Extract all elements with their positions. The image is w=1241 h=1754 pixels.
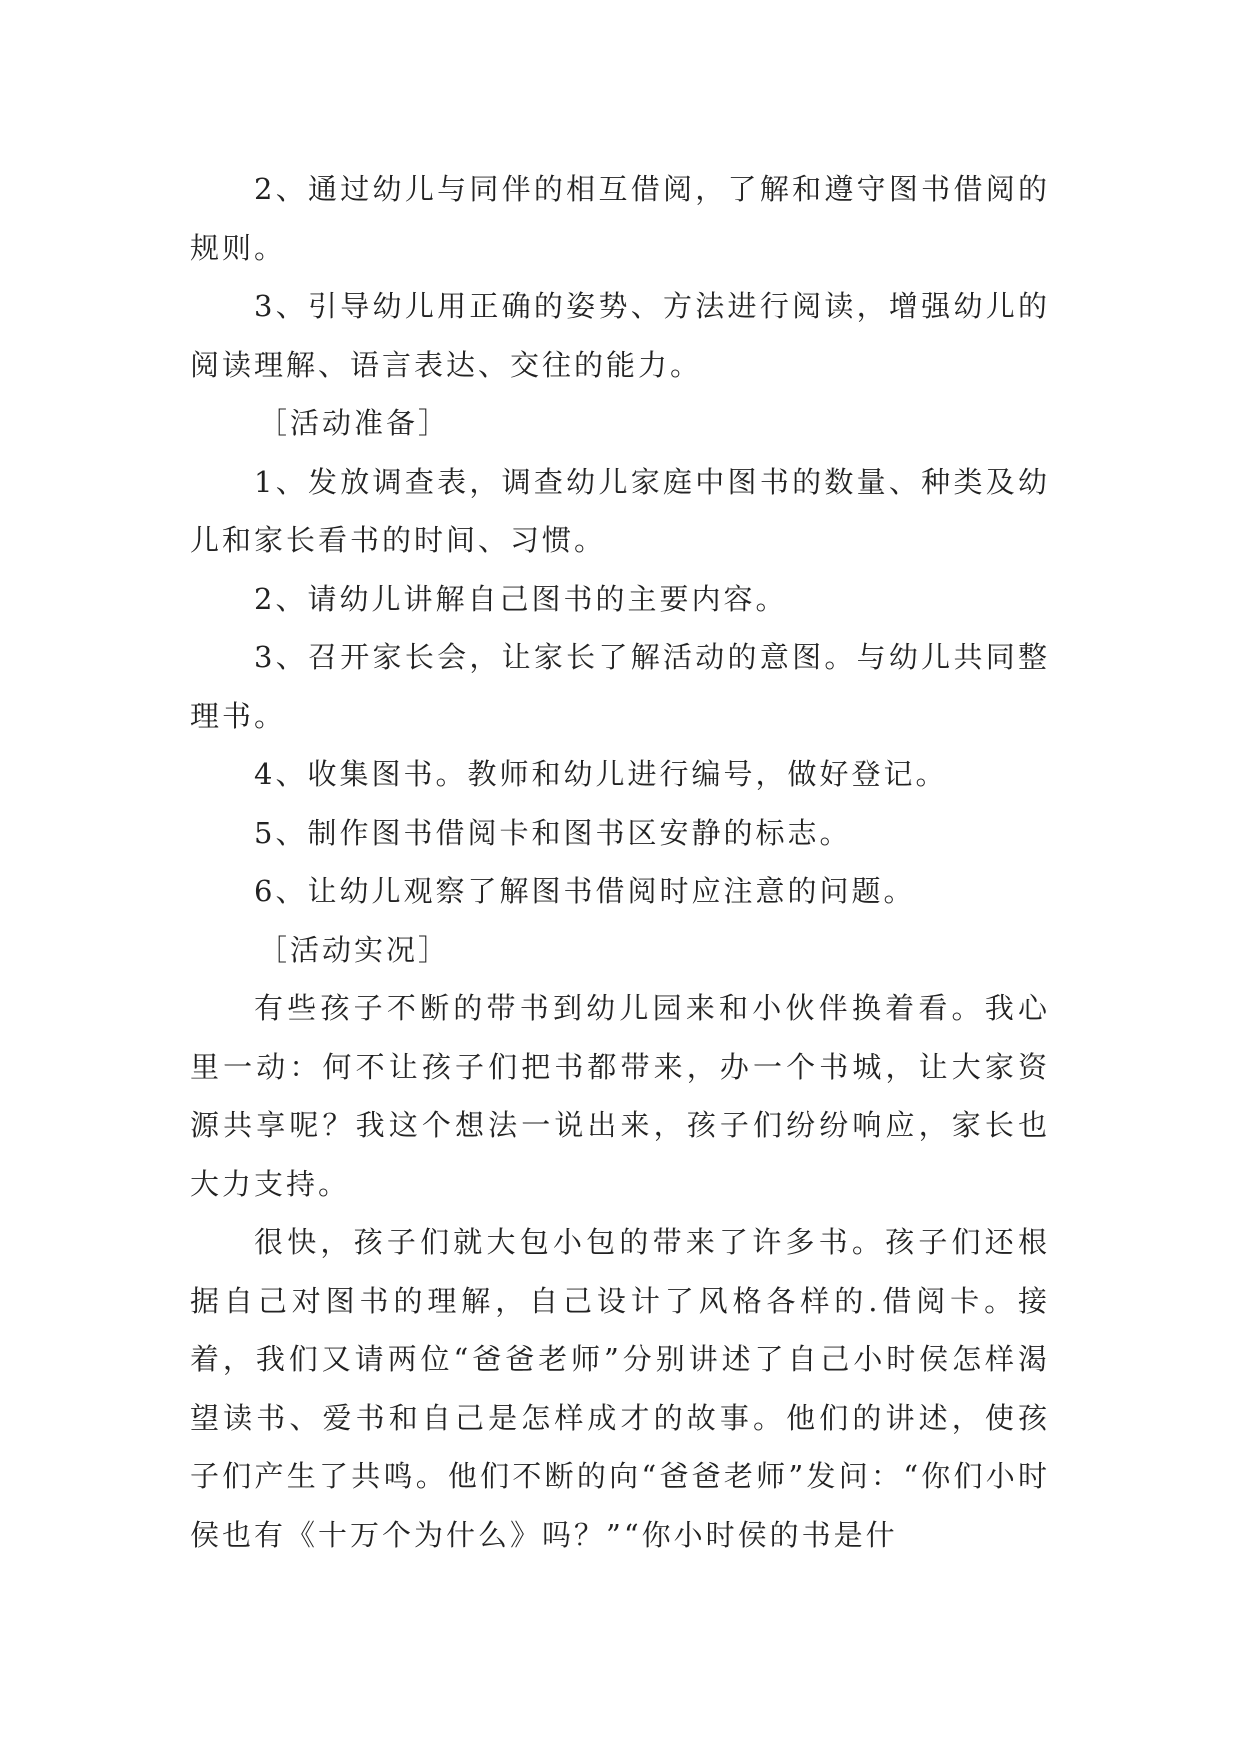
paragraph-prep-2: 2、请幼儿讲解自己图书的主要内容。: [254, 581, 788, 616]
paragraph-goal-3: 3、引导幼儿用正确的姿势、方法进行阅读，增强幼儿的阅读理解、语言表达、交往的能力。: [190, 289, 1050, 382]
paragraph-prep-4: 4、收集图书。教师和幼儿进行编号，做好登记。: [254, 757, 948, 791]
document-body: [190, 160, 1050, 1564]
paragraph-prep-1: 1、发放调查表，调查幼儿家庭中图书的数量、种类及幼儿和家长看书的时间、习惯。: [190, 464, 1050, 557]
section-heading-activity: ［活动实况］: [258, 932, 451, 967]
paragraph-prep-5: 5、制作图书借阅卡和图书区安静的标志。: [254, 815, 852, 850]
paragraph-activity-2: 很快，孩子们就大包小包的带来了许多书。孩子们还根据自己对图书的理解，自己设计了风格各样的.借阅卡。接着，我们又请两位“爸爸老师”分别讲述了自己小时侯怎样渴望读书、爱书和自己是怎样成才的故事。他们的讲述，使孩子们产生了共鸣。他们不断的向“爸爸老师”发问：“你们小时侯也有《十万个为什么》吗？”“你小时侯的书是什: [190, 1225, 1050, 1552]
section-heading-preparation: ［活动准备］: [258, 406, 451, 440]
paragraph-activity-1: 有些孩子不断的带书到幼儿园来和小伙伴换着看。我心里一动：何不让孩子们把书都带来，办一个书城，让大家资源共享呢？我这个想法一说出来，孩子们纷纷响应，家长也大力支持。: [190, 991, 1050, 1201]
paragraph-goal-2: 2、通过幼儿与同伴的相互借阅，了解和遵守图书借阅的规则。: [190, 172, 1050, 265]
paragraph-prep-6: 6、让幼儿观察了解图书借阅时应注意的问题。: [254, 874, 916, 908]
paragraph-prep-3: 3、召开家长会，让家长了解活动的意图。与幼儿共同整理书。: [190, 640, 1050, 733]
